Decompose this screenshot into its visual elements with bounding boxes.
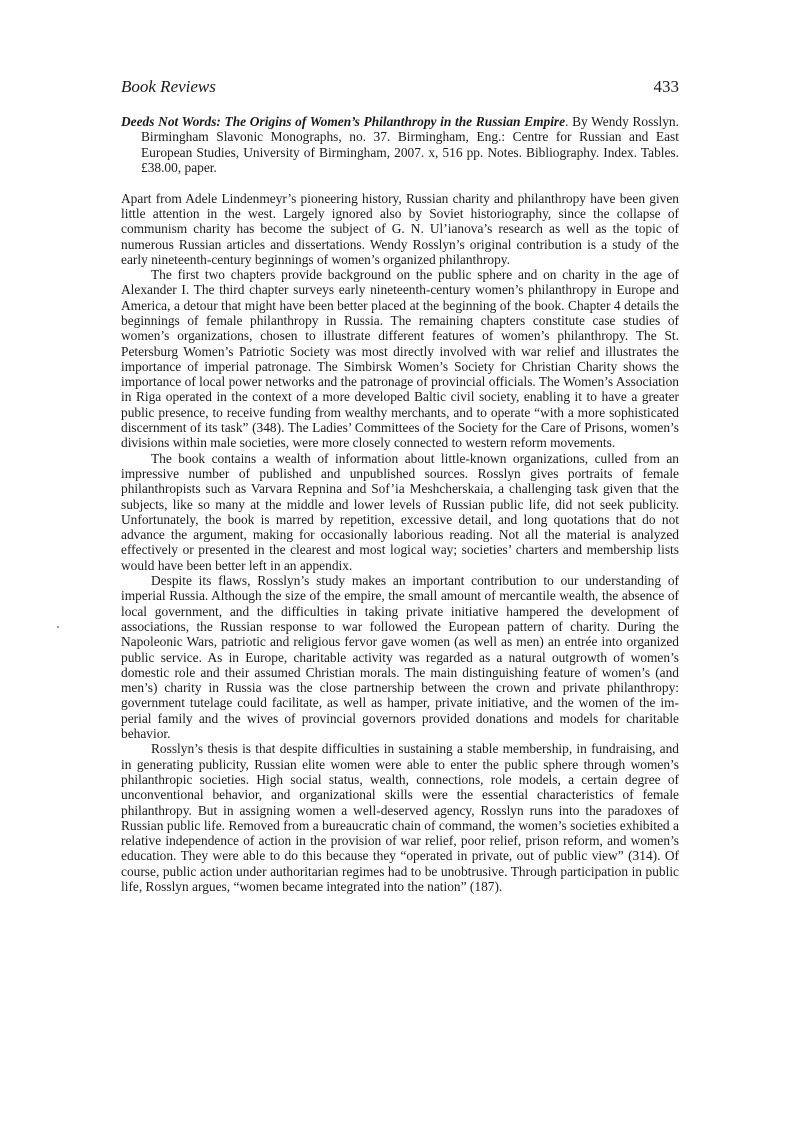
running-head <box>121 76 679 98</box>
paragraph-intro: Apart from Adele Lindenmeyr’s pioneering history, Russian charity and philanthropy have been given little attention in the west. Largely ignored also by Soviet historiography, since the collapse of communism charity has become the subject of G. N. Ul’ianova’s research as well as the topic of numerous Russian articles and dissertations. Wendy Rosslyn’s original contribution is a study of the early nineteenth-century beginnings of women’s organized philanthropy. <box>121 190 679 267</box>
review-body <box>121 191 679 895</box>
paragraph-chapters: The first two chapters provide background on the public sphere and on charity in the age of Alexander I. The third chapter surveys early nineteenth-century women’s philanthropy in Europe and America, a detour that might have been better placed at the beginning of the book. Chapter 4 details the beginnings of female philanthropy in Russia. The remaining chapters constitute case studies of women’s organizations, chosen to illustrate different features of women’s philanthropy. The St. Petersburg Women’s Patriotic Society was most directly involved with war relief and illustrates the importance of imperial patronage. The Simbirsk Women’s Society for Christian Charity shows the importance of local power networks and the patronage of provincial officials. The Women’s Association in Riga operated in the context of a more developed Baltic civil society, enabling it to have a greater public presence, to receive funding from wealthy merchants, and to operate “with a more sophisticated discernment of its task” (348). The Ladies’ Committees of the Society for the Care of Prisons, women’s divisions within male societies, were more closely connected to western reform movements. <box>121 267 679 451</box>
review-citation <box>121 114 679 176</box>
paragraph-contribution: Despite its flaws, Rosslyn’s study makes an important contribution to our understanding of imperial Russia. Although the size of the empire, the small amount of mercantile wealth, the absence of local government, and the difficulties in taking private initiative hampered the development of associations, the Russian response to war followed the European pattern of charity. During the Napoleonic Wars, patriotic and religious fervor gave women (as well as men) an entrée into organized public service. As in Europe, charitable activity was regarded as a natural outgrowth of women’s domestic role and their assumed Christian morals. The main distinguishing feature of women’s (and men’s) charity in Russia was the close partnership between the crown and private philanthropy: government tutelage could facilitate, as well as hamper, private initiative, and the women of the imperial family and the wives of provincial governors provided donations and models for charitable behavior. <box>121 573 679 742</box>
section-title: Book Reviews <box>121 77 216 96</box>
paragraph-sources: The book contains a wealth of information about little-known organizations, culled from an impressive number of published and unpublished sources. Rosslyn gives portraits of female philanthropists such as Varvara Repnina and Sof’ia Meshcherskaia, a challenging task given that the subjects, like so many at the middle and lower levels of Russian public life, did not seek publicity. Unfortunately, the book is marred by repetition, excessive detail, and long quotations that do not advance the argument, making for occasionally laborious reading. Not all the material is analyzed effectively or presented in the clearest and most logical way; societies’ charters and membership lists would have been better left in an appendix. <box>121 450 679 573</box>
book-title: Deeds Not Words: The Origins of Women’s Philanthropy in the Russian Empire <box>121 114 566 129</box>
publication-details: . By Wendy Rosslyn. Birmingham Slavonic Monographs, no. 37. Birmingham, Eng.: Centre for Russian and East European Studies, University of Birmingham, 2007. x, 516 pp. Notes. Bibliography. Index. Tables. £38.00, paper. <box>141 114 679 176</box>
scan-margin-mark <box>57 626 59 628</box>
page-number: 433 <box>653 77 679 96</box>
paragraph-thesis: Rosslyn’s thesis is that despite difficulties in sustaining a stable membership, in fundraising, and in generating publicity, Russian elite women were able to enter the public sphere through women’s philanthropic societies. High social status, wealth, connections, role models, a certain degree of unconventional behavior, and organizational skills were the essential characteristics of female philanthropy. But in assigning women a well-deserved agency, Rosslyn runs into the paradoxes of Russian public life. Removed from a bureaucratic chain of command, the women’s societies exhibited a relative independence of action in the provision of war relief, poor relief, prison reform, and women’s education. They were able to do this because they “operated in private, out of public view” (314). Of course, public action under authoritarian regimes had to be unobtrusive. Through participation in public life, Rosslyn argues, “women became integrated into the nation” (187). <box>121 741 679 894</box>
book-review-page <box>121 76 679 894</box>
